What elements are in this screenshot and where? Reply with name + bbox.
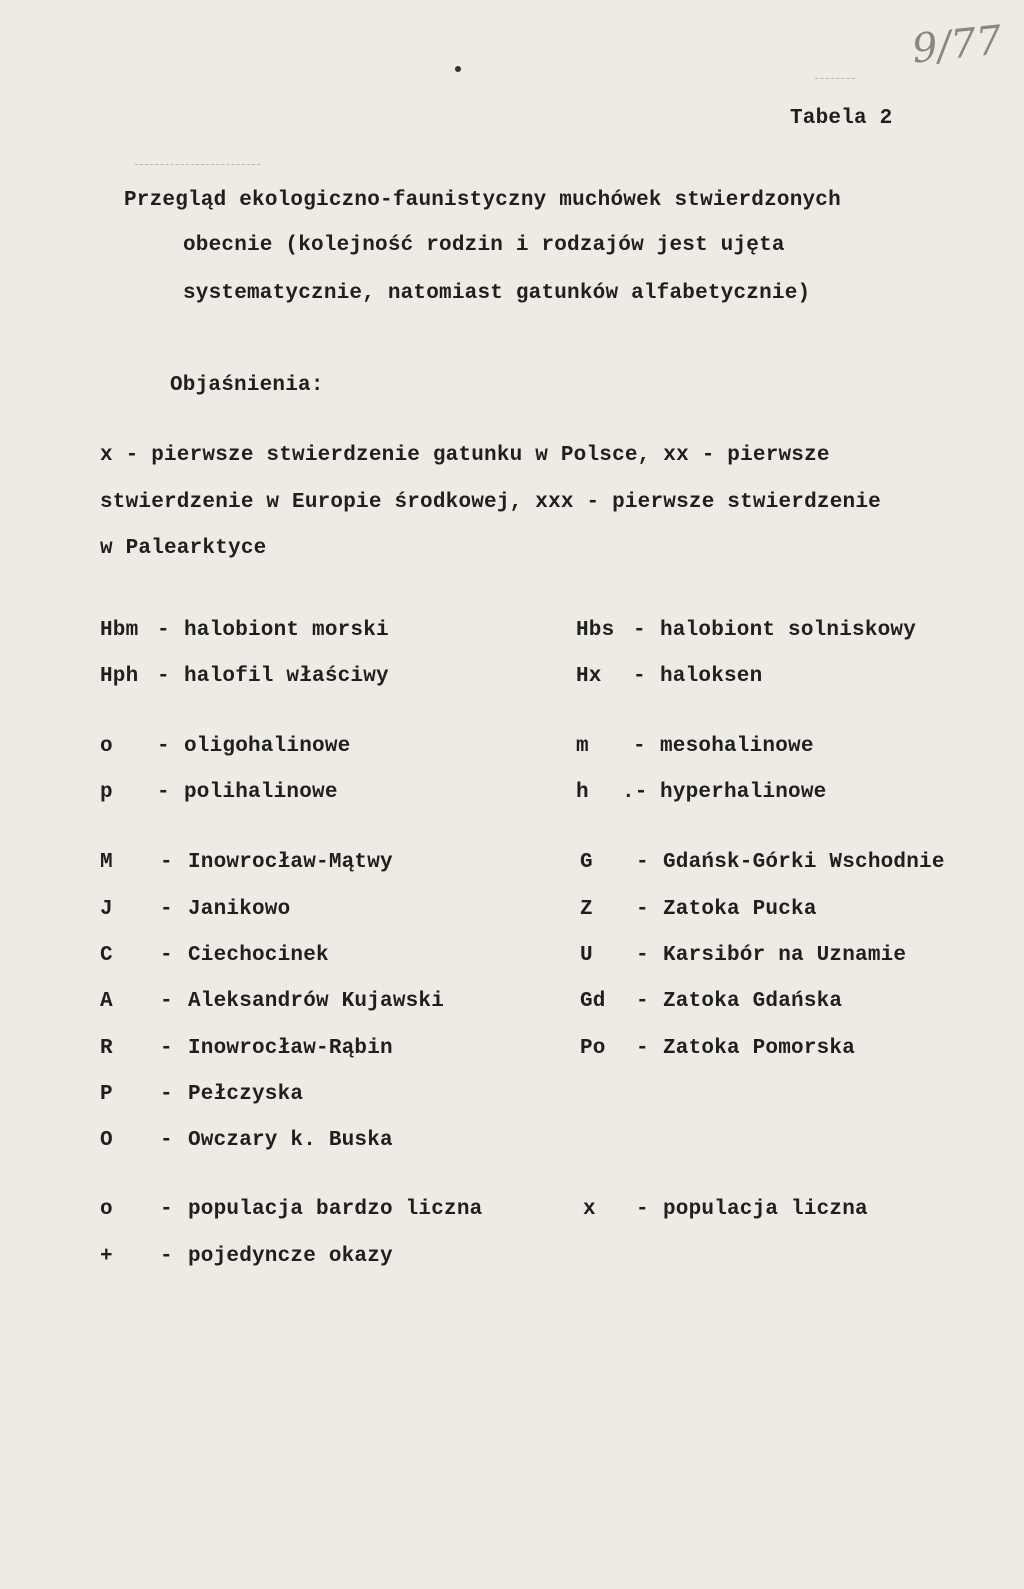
- legend-code: P: [100, 1083, 113, 1106]
- table-label: Tabela 2: [790, 107, 893, 130]
- legend-code: G: [580, 851, 593, 874]
- legend-code: o: [100, 1198, 113, 1221]
- legend-description: populacja bardzo liczna: [188, 1198, 483, 1221]
- legend-description: populacja liczna: [663, 1198, 868, 1221]
- faint-rule-right: [815, 78, 855, 79]
- legend-code: J: [100, 898, 113, 921]
- legend-description: Inowrocław-Mątwy: [188, 851, 393, 874]
- legend-description: pojedyncze okazy: [188, 1245, 393, 1268]
- legend-code: Hbm: [100, 619, 139, 642]
- legend-description: Zatoka Pomorska: [663, 1037, 856, 1060]
- legend-separator: -: [160, 1129, 173, 1152]
- legend-code: C: [100, 944, 113, 967]
- legend-code: o: [100, 735, 113, 758]
- legend-description: Zatoka Gdańska: [663, 990, 843, 1013]
- ink-dot-mark: [455, 66, 461, 72]
- legend-code: m: [576, 735, 589, 758]
- legend-separator: -: [633, 735, 646, 758]
- legend-description: hyperhalinowe: [660, 781, 827, 804]
- legend-description: polihalinowe: [184, 781, 338, 804]
- legend-separator: -: [160, 898, 173, 921]
- legend-description: Inowrocław-Rąbin: [188, 1037, 393, 1060]
- explanations-heading: Objaśnienia:: [170, 374, 324, 397]
- legend-separator: .-: [622, 781, 648, 804]
- legend-description: oligohalinowe: [184, 735, 351, 758]
- legend-separator: -: [157, 619, 170, 642]
- legend-description: Aleksandrów Kujawski: [188, 990, 445, 1013]
- legend-code: p: [100, 781, 113, 804]
- legend-description: Pełczyska: [188, 1083, 304, 1106]
- legend-separator: -: [157, 781, 170, 804]
- legend-code: +: [100, 1245, 113, 1268]
- explanations-line-3: w Palearktyce: [100, 537, 267, 560]
- legend-separator: -: [636, 898, 649, 921]
- legend-separator: -: [636, 990, 649, 1013]
- legend-code: R: [100, 1037, 113, 1060]
- legend-separator: -: [160, 1037, 173, 1060]
- legend-code: h: [576, 781, 589, 804]
- legend-separator: -: [636, 944, 649, 967]
- legend-separator: -: [636, 1037, 649, 1060]
- legend-description: halofil właściwy: [184, 665, 389, 688]
- legend-description: Ciechocinek: [188, 944, 329, 967]
- legend-description: haloksen: [660, 665, 763, 688]
- legend-code: U: [580, 944, 593, 967]
- legend-description: Owczary k. Buska: [188, 1129, 393, 1152]
- explanations-line-2: stwierdzenie w Europie środkowej, xxx - pierwsze stwierdzenie: [100, 491, 881, 514]
- legend-separator: -: [160, 990, 173, 1013]
- legend-code: Hph: [100, 665, 139, 688]
- legend-description: Gdańsk-Górki Wschodnie: [663, 851, 945, 874]
- explanations-line-1: x - pierwsze stwierdzenie gatunku w Polsce, xx - pierwsze: [100, 444, 830, 467]
- legend-separator: -: [636, 1198, 649, 1221]
- legend-description: Zatoka Pucka: [663, 898, 817, 921]
- legend-separator: -: [157, 735, 170, 758]
- title-line-1: Przegląd ekologiczno-faunistyczny muchówek stwierdzonych: [124, 189, 841, 212]
- legend-description: mesohalinowe: [660, 735, 814, 758]
- title-line-3: systematycznie, natomiast gatunków alfabetycznie): [183, 282, 811, 305]
- legend-code: x: [583, 1198, 596, 1221]
- legend-code: Gd: [580, 990, 606, 1013]
- legend-separator: -: [636, 851, 649, 874]
- legend-separator: -: [160, 1245, 173, 1268]
- legend-code: A: [100, 990, 113, 1013]
- legend-separator: -: [160, 1083, 173, 1106]
- legend-description: Janikowo: [188, 898, 291, 921]
- title-line-2: obecnie (kolejność rodzin i rodzajów jest ujęta: [183, 234, 785, 257]
- legend-code: Z: [580, 898, 593, 921]
- legend-separator: -: [160, 1198, 173, 1221]
- legend-code: Hx: [576, 665, 602, 688]
- legend-code: Hbs: [576, 619, 615, 642]
- handwritten-page-number: 9/77: [909, 17, 1004, 73]
- legend-description: Karsibór na Uznamie: [663, 944, 907, 967]
- legend-code: O: [100, 1129, 113, 1152]
- legend-description: halobiont morski: [184, 619, 389, 642]
- legend-description: halobiont solniskowy: [660, 619, 917, 642]
- legend-separator: -: [157, 665, 170, 688]
- legend-code: M: [100, 851, 113, 874]
- legend-separator: -: [633, 665, 646, 688]
- legend-separator: -: [160, 851, 173, 874]
- legend-code: Po: [580, 1037, 606, 1060]
- legend-separator: -: [633, 619, 646, 642]
- faint-rule-left: [135, 164, 260, 165]
- legend-separator: -: [160, 944, 173, 967]
